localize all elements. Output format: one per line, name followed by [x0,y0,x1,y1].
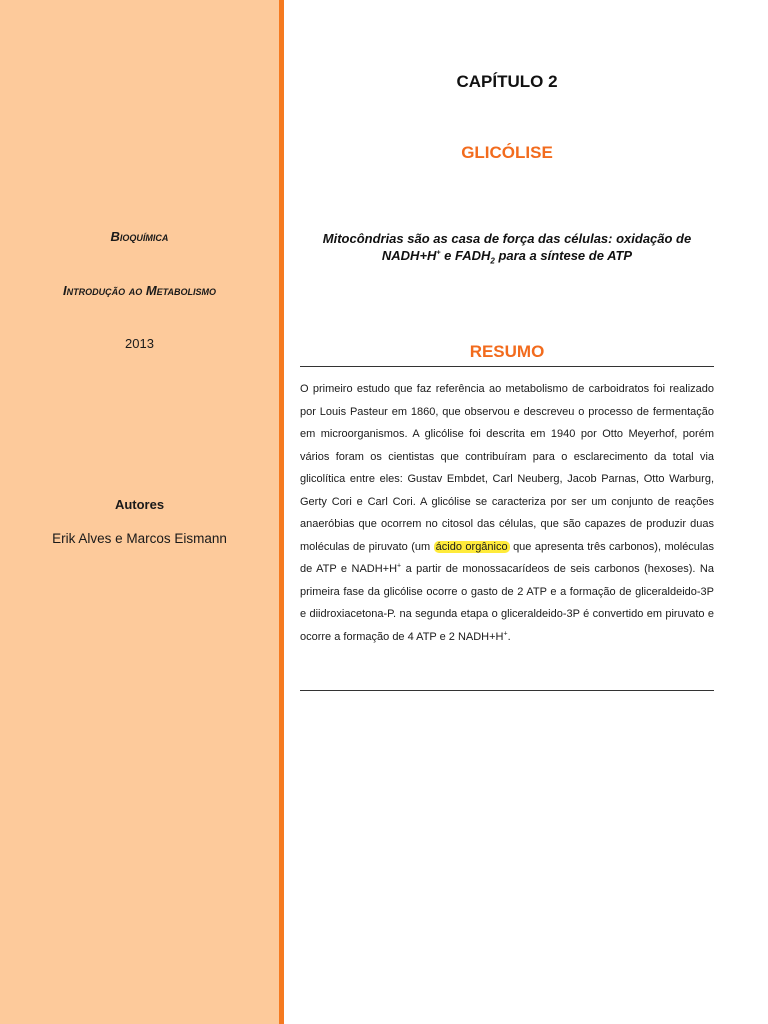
sidebar-border [279,0,284,1024]
authors-names: Erik Alves e Marcos Eismann [52,531,227,546]
subtitle-sub2: 2 [490,256,495,266]
resumo-heading: RESUMO [469,342,545,361]
subtitle-end: para a síntese de ATP [494,248,633,263]
divider-bottom [300,690,714,691]
plus-superscript-2: + [503,629,508,637]
topic-label: Introdução ao Metabolismo [63,283,216,298]
subtitle-mid: e FADH [440,248,491,263]
plus-superscript-1: + [397,562,402,570]
resumo-text-3: a partir de monossacarídeos de seis carbonos (hexoses). Na primeira fase da glicólise ocorre o gasto de 2 ATP e a formação de gliceraldeido-3P e diidroxiacetona-P. na segunda etapa o gliceraldeido-3P é convertido em piruvato e ocorre a formação de 4 ATP e 2 NADH+H [300,563,714,643]
chapter-subtitle [300,230,714,264]
resumo-text-1: O primeiro estudo que faz referência ao metabolismo de carboidratos foi realizado por Louis Pasteur em 1860, que observou e descreveu o processo de fermentação em microorganismos. A glicólise foi descrita em 1940 por Otto Meyerhof, porém vários foram os cientistas que contribuíram para o esclarecimento da total via glicolítica entre eles: Gustav Embdet, Carl Neuberg, Jacob Parnas, Otto Warburg, Gerty Cori e Carl Cori. A glicólise se caracteriza por ser um conjunto de reações anaeróbias que ocorrem no citosol das células, que são capazes de produzir duas moléculas de piruvato (um [300,383,714,553]
resumo-text-2: que apresenta três carbonos), moléculas de ATP e NADH+H [300,540,714,575]
subtitle-plus: + [436,249,441,257]
subject-label: Bioquímica [110,229,169,244]
resumo-text-4: . [507,630,511,643]
year-label: 2013 [125,336,154,351]
divider-top [300,366,714,367]
chapter-title: GLICÓLISE [461,143,553,162]
subtitle-line1: Mitocôndrias são as casa de força das células: oxidação de [322,231,692,246]
subtitle-nadh: NADH+H [381,248,437,263]
authors-heading: Autores [114,497,165,512]
highlighted-term: ácido orgânico [435,540,508,553]
chapter-number: CAPÍTULO 2 [456,72,558,91]
resumo-body [300,378,714,648]
sidebar-panel [0,0,279,1024]
